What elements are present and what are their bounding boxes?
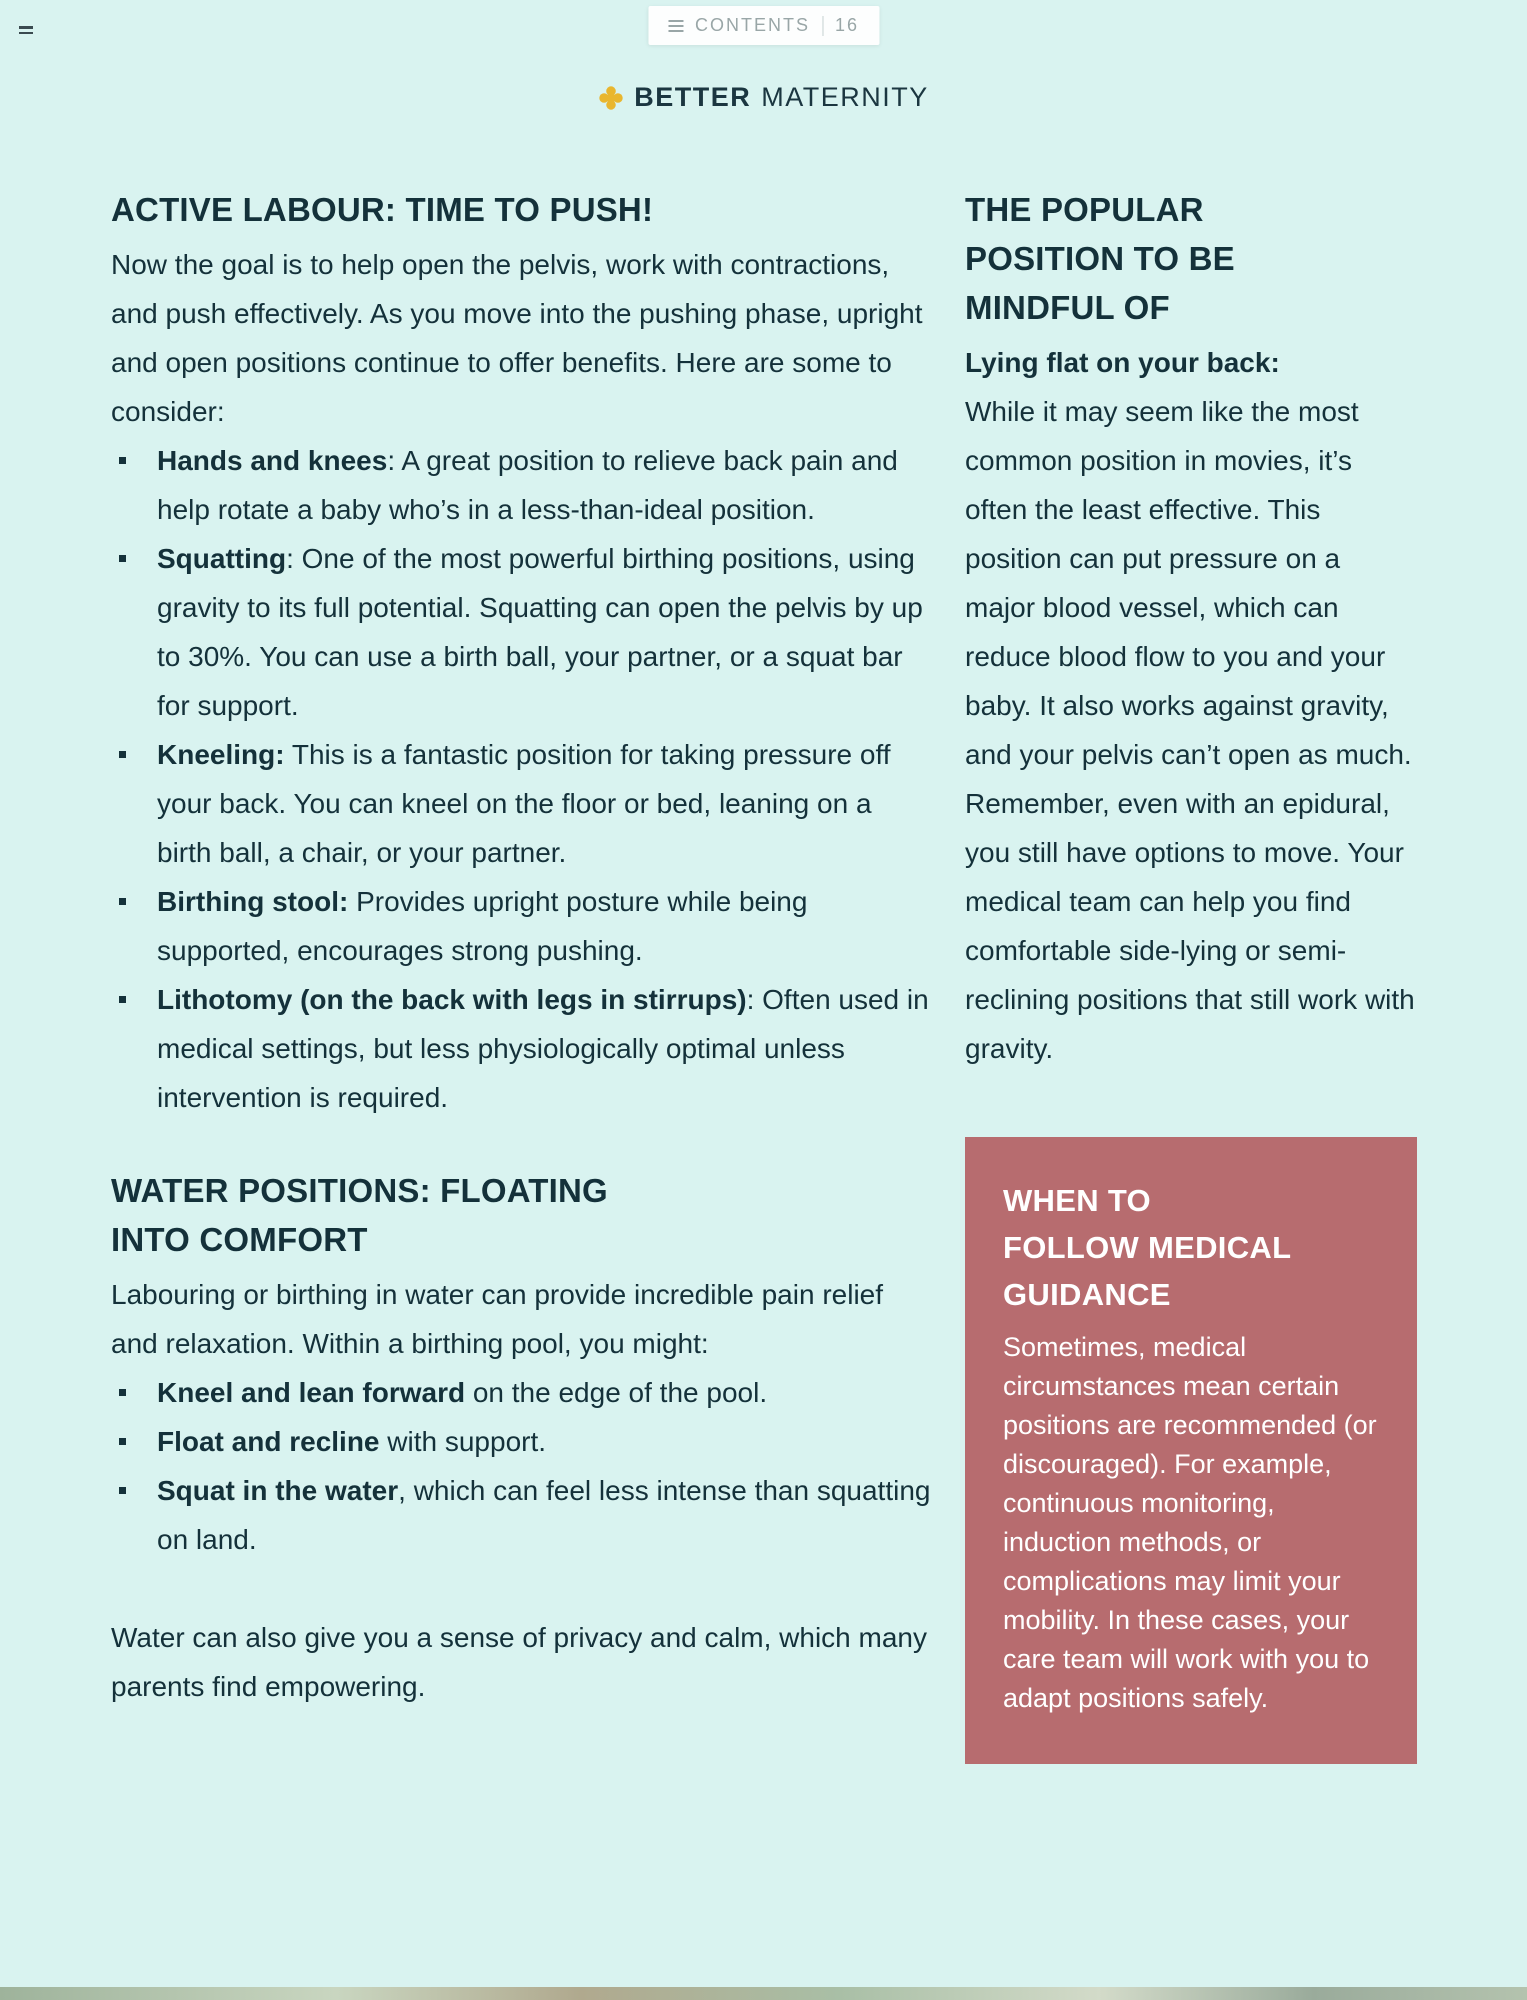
next-page-preview-strip [0, 1987, 1527, 2000]
bullet-term: Lithotomy (on the back with legs in stirrups) [157, 984, 747, 1015]
list-item-float-recline [111, 1417, 931, 1466]
list-item-lithotomy [111, 975, 931, 1122]
heading-line: INTO COMFORT [111, 1221, 368, 1258]
bullet-text: : A great position to relieve back pain and help rotate a baby who’s in a less-than-ideal position. [157, 445, 898, 525]
active-labour-intro: Now the goal is to help open the pelvis, work with contractions, and push effectively. As you move into the pushing phase, upright and open positions continue to offer benefits. Here are some to consider: [111, 249, 923, 427]
brand-name-bold: BETTER [634, 82, 752, 112]
list-item-birthing-stool [111, 877, 931, 975]
heading-water-positions [111, 1166, 931, 1264]
menu-icon[interactable] [19, 26, 33, 34]
list-item-kneel-lean [111, 1368, 931, 1417]
heading-line: WATER POSITIONS: FLOATING [111, 1172, 608, 1209]
bullet-text: This is a fantastic position for taking pressure off your back. You can kneel on the floor or bed, leaning on a birth ball, a chair, or your partner. [157, 739, 891, 868]
page-content [111, 185, 1417, 1764]
heading-line: MINDFUL OF [965, 289, 1170, 326]
right-column [965, 185, 1417, 1764]
water-positions-outro: Water can also give you a sense of privacy and calm, which many parents find empowering. [111, 1622, 928, 1702]
bullet-term: Kneeling: [157, 739, 285, 770]
medical-guidance-callout [965, 1137, 1417, 1764]
bullet-text: , which can feel less intense than squatting on land. [157, 1475, 931, 1555]
heading-line: GUIDANCE [1003, 1277, 1171, 1312]
heading-line: THE POPULAR [965, 191, 1204, 228]
heading-line: FOLLOW MEDICAL [1003, 1230, 1292, 1265]
contents-bar[interactable] [648, 6, 879, 45]
bullet-term: Squatting [157, 543, 287, 574]
bullet-term: Kneel and lean forward [157, 1377, 466, 1408]
list-item-kneeling [111, 730, 931, 877]
contents-divider [822, 16, 823, 36]
bullet-text: : One of the most powerful birthing positions, using gravity to its full potential. Squatting can open the pelvis by up to 30%. You can use a birth ball, your partner, or a squat bar for support. [157, 543, 923, 721]
pushing-positions-list [111, 436, 931, 1122]
brand-header [0, 82, 1527, 113]
bullet-term: Float and recline [157, 1426, 380, 1457]
left-column [111, 185, 931, 1764]
flower-icon [598, 85, 624, 111]
brand-name-regular: MATERNITY [761, 82, 929, 112]
list-item-squatting [111, 534, 931, 730]
page-number: 16 [834, 15, 860, 35]
bullet-text: with support. [379, 1426, 547, 1457]
heading-active-labour: ACTIVE LABOUR: TIME TO PUSH! [111, 191, 654, 228]
list-item-squat-water [111, 1466, 931, 1564]
bullet-text: : Often used in medical settings, but less physiologically optimal unless intervention is required. [157, 984, 929, 1113]
bullet-term: Hands and knees [157, 445, 388, 476]
callout-heading [1003, 1177, 1379, 1318]
water-positions-intro: Labouring or birthing in water can provide incredible pain relief and relaxation. Within a birthing pool, you might: [111, 1279, 884, 1359]
bullet-text: Provides upright posture while being supported, encourages strong pushing. [157, 886, 808, 966]
contents-label: CONTENTS [694, 15, 810, 35]
contents-menu-icon [668, 20, 683, 32]
lying-flat-lead: Lying flat on your back: [965, 347, 1280, 378]
lying-flat-body: While it may seem like the most common position in movies, it’s often the least effective. This position can put pressure on a major blood vessel, which can reduce blood flow to you and your baby. It also works against gravity, and your pelvis can’t open as much. Remember, even with an epidural, you still have options to move. Your medical team can help you find comfortable side-lying or semi-reclining positions that still work with gravity. [965, 396, 1415, 1064]
bullet-text: on the edge of the pool. [465, 1377, 768, 1408]
bullet-term: Squat in the water [157, 1475, 399, 1506]
water-positions-list [111, 1368, 931, 1564]
callout-body: Sometimes, medical circumstances mean certain positions are recommended (or discouraged). For example, continuous monitoring, induction methods, or complications may limit your mobility. In these cases, your care team will work with you to adapt positions safely. [1003, 1332, 1377, 1713]
heading-line: POSITION TO BE [965, 240, 1235, 277]
heading-line: WHEN TO [1003, 1183, 1151, 1218]
list-item-hands-and-knees [111, 436, 931, 534]
heading-popular-position [965, 185, 1417, 332]
bullet-term: Birthing stool: [157, 886, 349, 917]
